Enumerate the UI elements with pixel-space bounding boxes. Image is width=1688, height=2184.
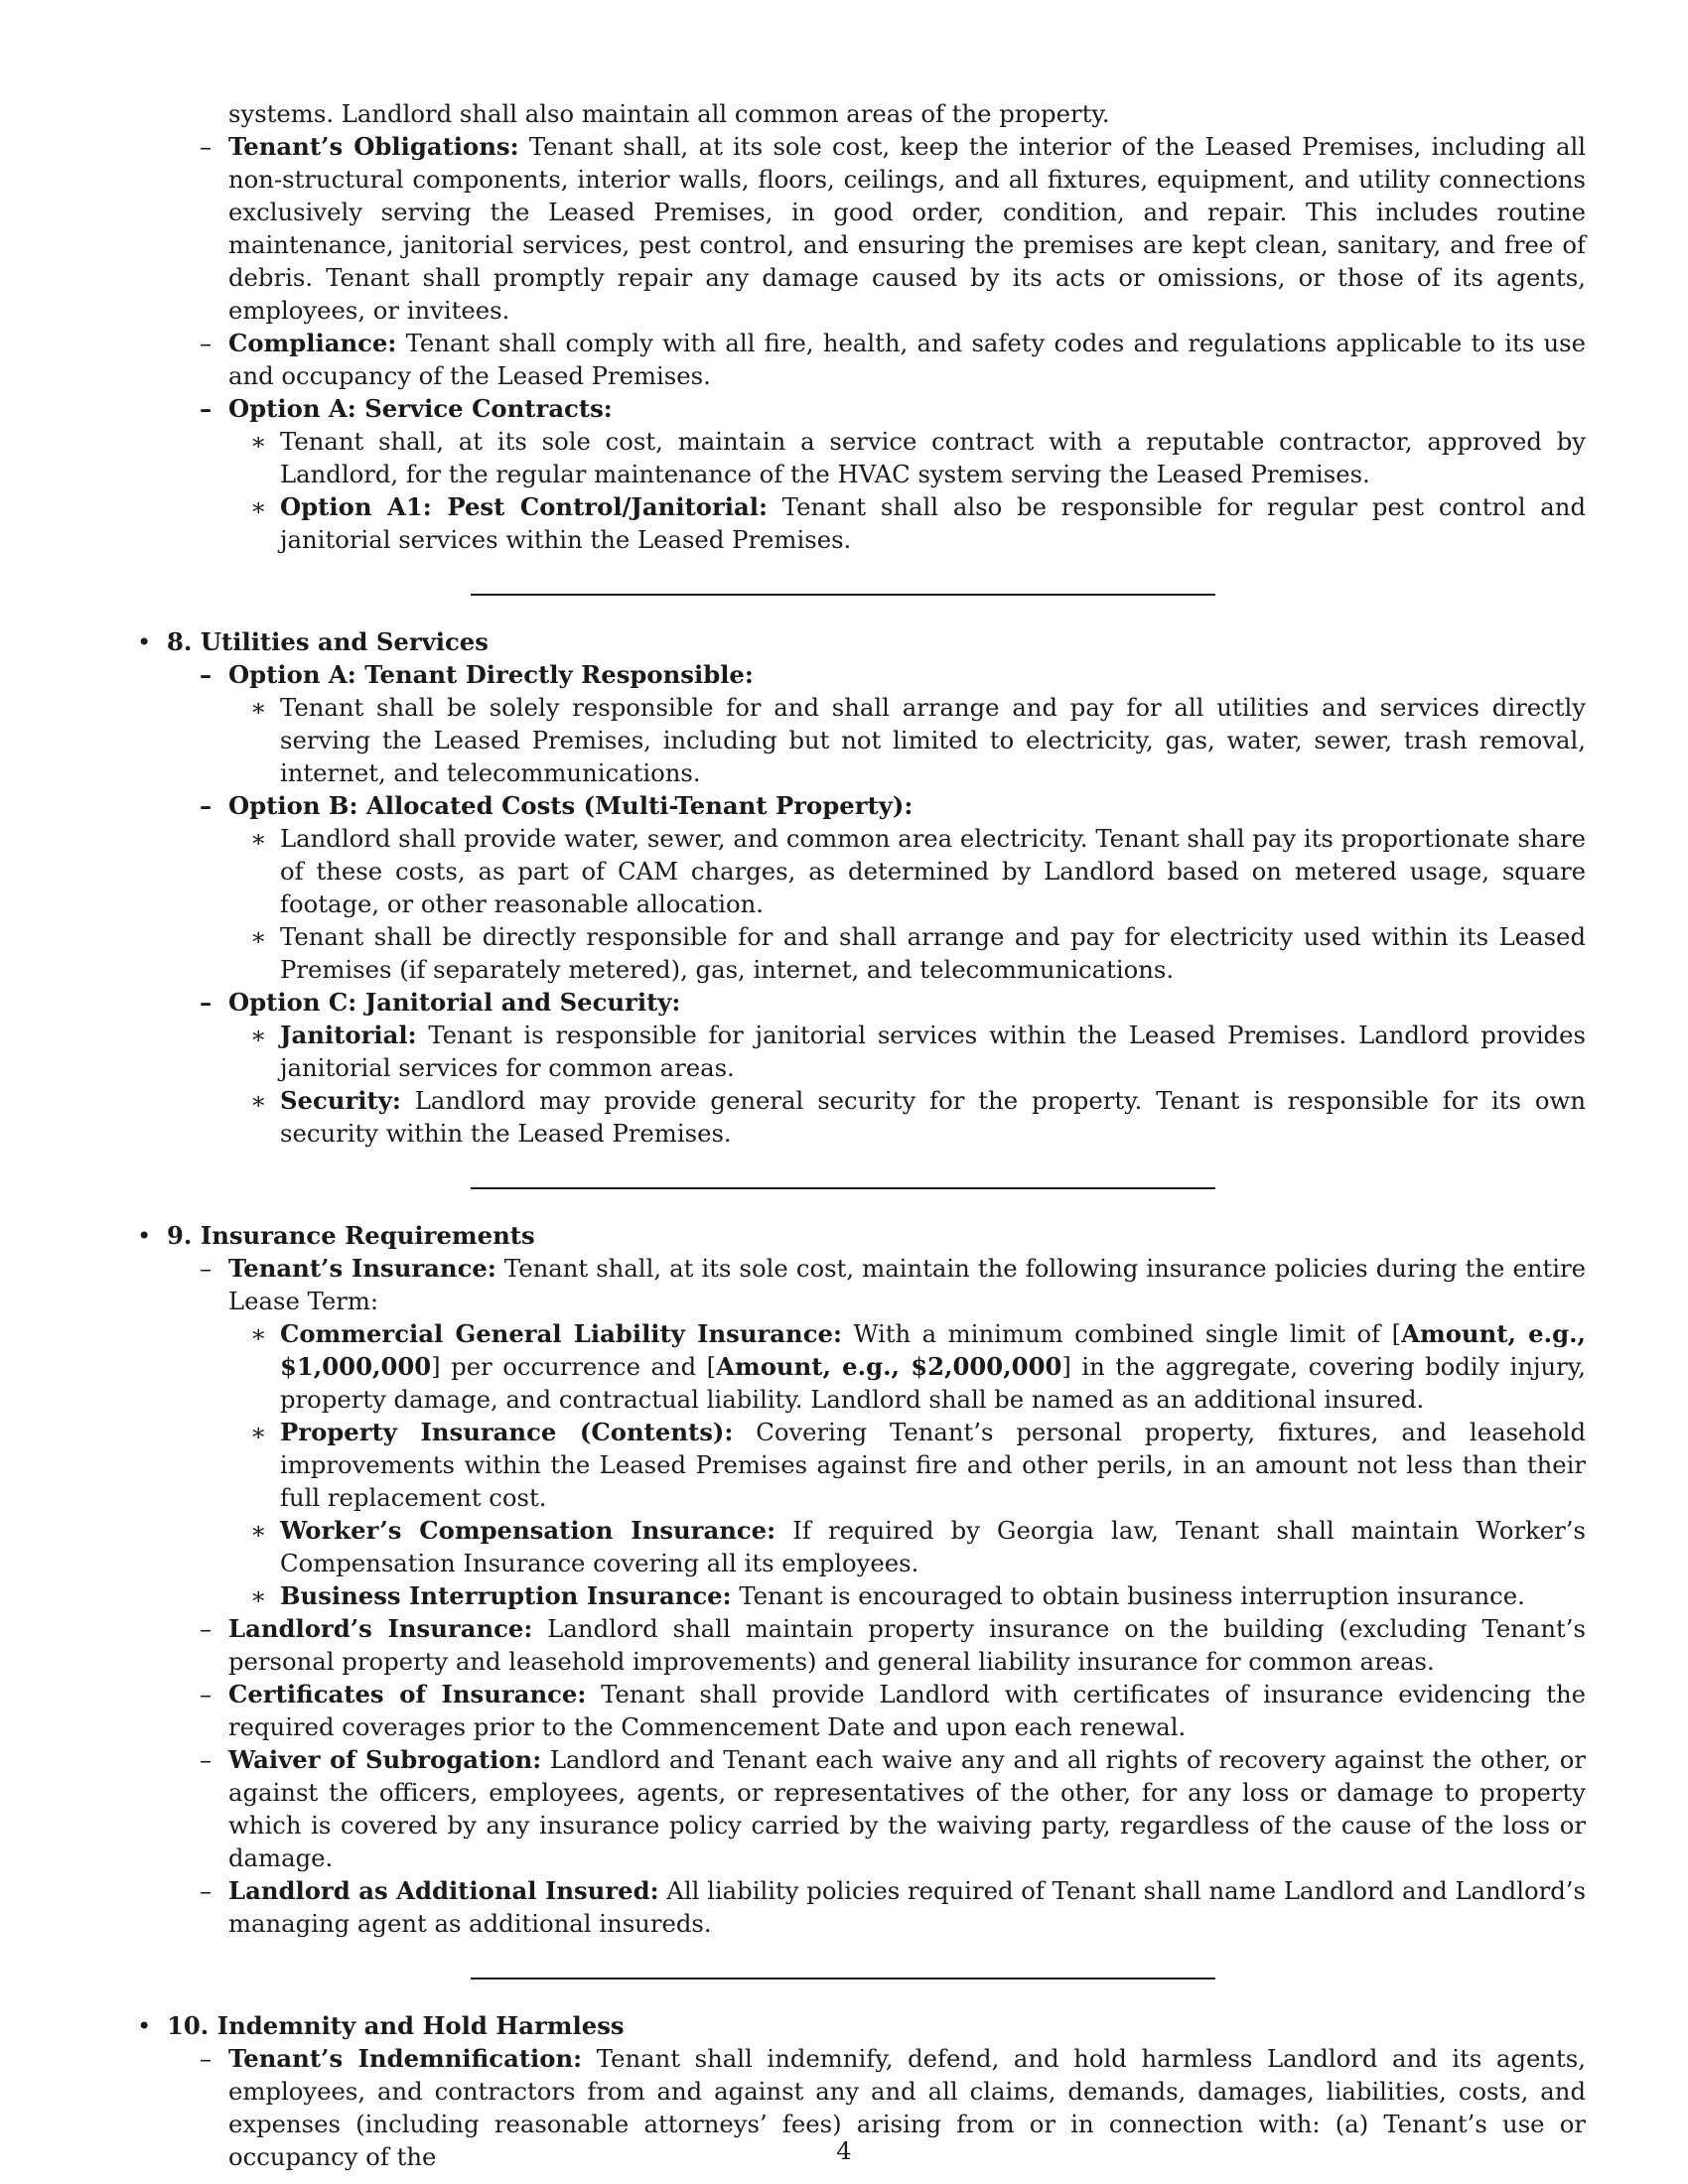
- item-text: Covering Tenant’s personal property, fixtures, and leasehold improvements within the Leased Premises against fire and other perils, in an amount not less than their full replacement cost.: [280, 1418, 1587, 1512]
- amount-placeholder: Amount, e.g., $1,000,000: [280, 1319, 1586, 1381]
- item-text: Tenant shall provide Landlord with certificates of insurance evidencing the required coverages prior to the Commencement Date and upon each renewal.: [228, 1680, 1587, 1741]
- page-content: [0, 97, 1688, 2173]
- item-label: Landlord as Additional Insured:: [228, 1876, 659, 1905]
- tenant-insurance-item: [0, 1252, 1586, 1317]
- additional-insured-item: [0, 1874, 1586, 1940]
- section-divider: [471, 1187, 1215, 1189]
- item-text: If required by Georgia law, Tenant shall maintain Worker’s Compensation Insurance covering all its employees.: [280, 1516, 1586, 1577]
- item-text: Tenant shall, at its sole cost, keep the interior of the Leased Premises, including all non-structural components, interior walls, floors, ceilings, and all fixtures, equipment, and utility connections exclusively serving the Leased Premises, in good order, condition, and repair. This includes routine maintenance, janitorial services, pest control, and ensuring the premises are kept clean, sanitary, and free of debris. Tenant shall promptly repair any damage caused by its acts or omissions, or those of its agents, employees, or invitees.: [228, 132, 1586, 325]
- property-insurance-item: [0, 1416, 1586, 1514]
- item-text: With a minimum combined single limit of [: [841, 1319, 1402, 1348]
- pest-control-janitorial-item: [0, 490, 1586, 556]
- item-label: Business Interruption Insurance:: [280, 1581, 732, 1610]
- item-text: Tenant shall, at its sole cost, maintain the following insurance policies during the entire Lease Term:: [228, 1254, 1587, 1315]
- option-c-janitorial-security-heading: – Option C: Janitorial and Security:: [0, 986, 1586, 1019]
- item-label: Worker’s Compensation Insurance:: [280, 1516, 776, 1545]
- landlord-insurance-item: [0, 1612, 1586, 1678]
- amount-placeholder: Amount, e.g., $2,000,000: [716, 1352, 1062, 1381]
- page-number: 4: [836, 2136, 852, 2165]
- continuation-text: systems. Landlord shall also maintain all common areas of the property.: [228, 99, 1110, 128]
- item-label: Landlord’s Insurance:: [228, 1614, 533, 1643]
- item-text: ] in the aggregate, covering bodily injury, property damage, and contractual liability. Landlord shall be named as an additional insured.: [280, 1352, 1587, 1414]
- item-label: Property Insurance (Contents):: [280, 1418, 734, 1446]
- option-a-tenant-responsible-heading: – Option A: Tenant Directly Responsible:: [0, 658, 1586, 691]
- security-item: [0, 1084, 1586, 1150]
- section-8-heading: • 8. Utilities and Services: [0, 625, 1688, 658]
- section-10-heading: • 10. Indemnity and Hold Harmless: [0, 2009, 1688, 2042]
- option-a-service-contracts-heading: – Option A: Service Contracts:: [0, 392, 1586, 425]
- business-interruption-item: [0, 1579, 1586, 1612]
- item-label: Compliance:: [228, 329, 397, 357]
- workers-comp-item: [0, 1514, 1586, 1579]
- item-text: Tenant shall comply with all fire, health, and safety codes and regulations applicable to its use and occupancy of the Leased Premises.: [228, 329, 1586, 390]
- tenant-obligations-item: [0, 130, 1586, 327]
- compliance-item: [0, 327, 1586, 392]
- item-label: Certificates of Insurance:: [228, 1680, 587, 1708]
- hvac-service-contract-item: ∗ Tenant shall, at its sole cost, maintain a service contract with a reputable contractor, approved by Landlord, for the regular maintenance of the HVAC system serving the Leased Premises.: [0, 425, 1586, 490]
- section-divider: [471, 1978, 1215, 1979]
- item-text: Tenant is responsible for janitorial services within the Leased Premises. Landlord provides janitorial services for common areas.: [280, 1021, 1586, 1082]
- item-text: ] per occurrence and [: [431, 1352, 717, 1381]
- janitorial-item: [0, 1019, 1586, 1084]
- waiver-subrogation-item: [0, 1743, 1586, 1874]
- item-label: Janitorial:: [280, 1021, 417, 1049]
- item-text: Tenant shall also be responsible for regular pest control and janitorial services within the Leased Premises.: [280, 492, 1586, 554]
- item-text: All liability policies required of Tenant shall name Landlord and Landlord’s managing agent as additional insureds.: [228, 1876, 1586, 1938]
- certificates-item: [0, 1678, 1586, 1743]
- landlord-provides-item: ∗ Landlord shall provide water, sewer, and common area electricity. Tenant shall pay its proportionate share of these costs, as part of CAM charges, as determined by Landlord based on metered usage, square footage, or other reasonable allocation.: [0, 822, 1586, 920]
- item-text: Landlord and Tenant each waive any and all rights of recovery against the other, or against the officers, employees, agents, or representatives of the other, for any loss or damage to property which is covered by any insurance policy carried by the waiving party, regardless of the cause of the loss or damage.: [228, 1745, 1586, 1872]
- item-label: Tenant’s Indemnification:: [228, 2044, 583, 2073]
- item-label: Security:: [280, 1086, 401, 1115]
- item-label: Waiver of Subrogation:: [228, 1745, 542, 1774]
- section-9-heading: • 9. Insurance Requirements: [0, 1219, 1688, 1252]
- cgl-insurance-item: [0, 1317, 1586, 1416]
- tenant-electricity-item: ∗ Tenant shall be directly responsible for and shall arrange and pay for electricity used within its Leased Premises (if separately metered), gas, internet, and telecommunications.: [0, 920, 1586, 986]
- item-text: Tenant is encouraged to obtain business interruption insurance.: [731, 1581, 1525, 1610]
- item-text: Tenant shall indemnify, defend, and hold harmless Landlord and its agents, employees, and contractors from and against any and all claims, demands, damages, liabilities, costs, and expenses (including reasonable attorneys’ fees) arising from or in connection with: (a) Tenant’s use or occupancy of the: [228, 2044, 1586, 2171]
- item-text: Landlord shall maintain property insurance on the building (excluding Tenant’s personal property and leasehold improvements) and general liability insurance for common areas.: [228, 1614, 1586, 1676]
- item-label: Tenant’s Obligations:: [228, 132, 519, 161]
- option-b-allocated-costs-heading: – Option B: Allocated Costs (Multi-Tenant Property):: [0, 789, 1586, 822]
- item-label: Option A1: Pest Control/Janitorial:: [280, 492, 768, 521]
- utilities-tenant-item: ∗ Tenant shall be solely responsible for and shall arrange and pay for all utilities and services directly serving the Leased Premises, including but not limited to electricity, gas, water, sewer, trash removal, internet, and telecommunications.: [0, 691, 1586, 789]
- item-label: Commercial General Liability Insurance:: [280, 1319, 842, 1348]
- item-label: Tenant’s Insurance:: [228, 1254, 496, 1283]
- item-text: Landlord may provide general security for the property. Tenant is responsible for its own security within the Leased Premises.: [280, 1086, 1586, 1148]
- section-divider: [471, 594, 1215, 596]
